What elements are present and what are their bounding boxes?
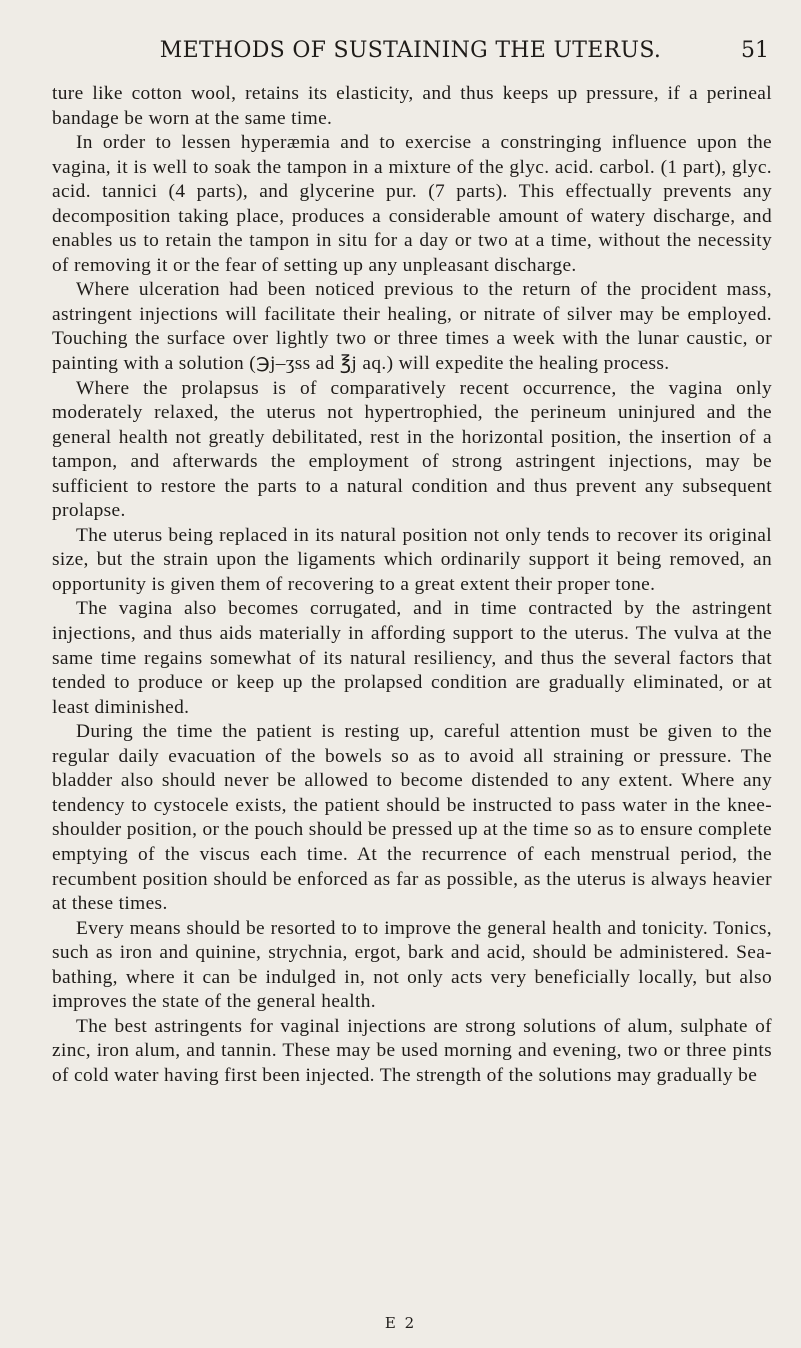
paragraph: Every means should be resorted to to improve the general health and tonicity. Tonics, such as iron and quinine, strychnia, ergot, bark and acid, should be administered. Sea-bathing, where it can be indulged in, not only acts very beneficially locally, but also improves the state of the general health. (52, 917, 772, 1013)
body-text (52, 82, 772, 1088)
paragraph: During the time the patient is resting up, careful attention must be given to the regular daily evacuation of the bowels so as to avoid all straining or pressure. The bladder also should never be allowed to become distended to any extent. Where any tendency to cystocele exists, the patient should be instructed to pass water in the knee-shoulder position, or the pouch should be pressed up at the time so as to ensure complete emptying of the viscus each time. At the recurrence of each menstrual period, the recumbent position should be enforced as far as possible, as the uterus is always heavier at these times. (52, 721, 772, 915)
paragraph: In order to lessen hyperæmia and to exercise a constringing influence upon the vagina, it is well to soak the tampon in a mixture of the glyc. acid. carbol. (1 part), glyc. acid. tannici (4 parts), and glycerine pur. (7 parts). This effectually prevents any decomposition taking place, produces a considerable amount of watery discharge, and enables us to retain the tampon in situ for a day or two at a time, without the necessity of removing it or the fear of setting up any unpleasant discharge. (52, 132, 772, 276)
page-number: 51 (741, 38, 769, 63)
paragraph: Where the prolapsus is of comparatively recent occurrence, the vagina only moderately relaxed, the uterus not hypertrophied, the perineum uninjured and the general health not greatly debilitated, rest in the horizontal position, the insertion of a tampon, and afterwards the employment of strong astringent injections, may be sufficient to restore the parts to a natural condition and thus prevent any subsequent prolapse. (52, 377, 772, 522)
paragraph: The uterus being replaced in its natural position not only tends to recover its original size, but the strain upon the ligaments which ordinarily support it being removed, an opportunity is given them of recovering to a great extent their proper tone. (52, 524, 772, 595)
paragraph: The vagina also becomes corrugated, and in time contracted by the astringent injections, and thus aids materially in affording support to the uterus. The vulva at the same time regains somewhat of its natural resiliency, and thus the several factors that tended to produce or keep up the prolapsed condition are gradually eliminated, or at least diminished. (52, 598, 772, 718)
paragraph: ture like cotton wool, retains its elasticity, and thus keeps up pressure, if a perineal bandage be worn at the same time. (52, 83, 772, 129)
signature-mark: E 2 (384, 1314, 417, 1332)
paragraph: Where ulceration had been noticed previous to the return of the procident mass, astringent injections will facilitate their healing, or nitrate of silver may be employed. Touching the surface over lightly two or three times a week with the lunar caustic, or painting with a solution (℈j–ʒss ad ℥j aq.) will expedite the healing process. (52, 279, 772, 375)
paragraph: The best astringents for vaginal injections are strong solutions of alum, sulphate of zinc, iron alum, and tannin. These may be used morning and evening, two or three pints of cold water having first been injected. The strength of the solutions may gradually be (52, 1015, 772, 1086)
page-header (52, 38, 769, 68)
running-title: METHODS OF SUSTAINING THE UTERUS. (159, 38, 662, 63)
